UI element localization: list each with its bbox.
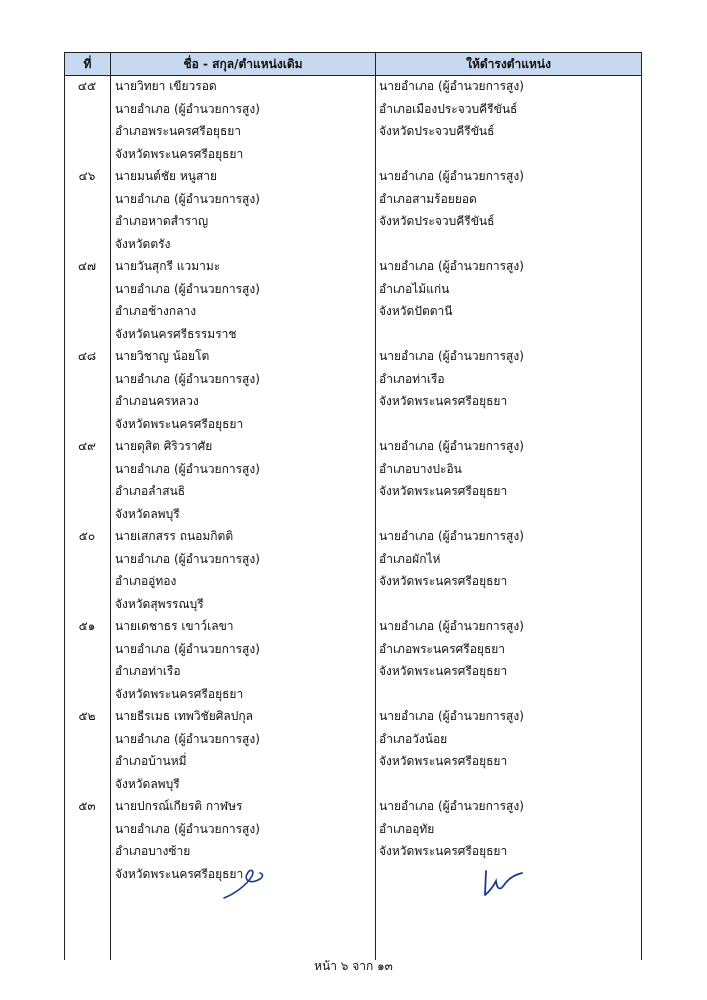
table-row [64, 525, 642, 615]
row-number: ๕๓ [78, 799, 96, 813]
old-position-cell [115, 345, 260, 435]
new-position-line: อำเภอบางปะอิน [379, 461, 462, 476]
new-position-line: จังหวัดประจวบคีรีขันธ์ [379, 214, 495, 228]
header-no: ที่ [65, 53, 111, 75]
old-position-line: จังหวัดพระนครศรีอยุธยา [115, 416, 244, 431]
old-position-line: นายอำเภอ (ผู้อำนวยการสูง) [115, 101, 260, 116]
old-position-line: อำเภอบางซ้าย [115, 844, 191, 858]
old-position-line: อำเภอนครหลวง [115, 394, 199, 408]
new-position-cell [379, 255, 524, 323]
old-position-line: นายอำเภอ (ผู้อำนวยการสูง) [115, 191, 260, 206]
signature-left [220, 860, 270, 905]
new-position-line: นายอำเภอ (ผู้อำนวยการสูง) [379, 799, 524, 813]
new-position-line: นายอำเภอ (ผู้อำนวยการสูง) [379, 709, 524, 723]
new-position-line: นายอำเภอ (ผู้อำนวยการสูง) [379, 259, 524, 273]
old-position-line: อำเภอบ้านหมี่ [115, 754, 187, 768]
old-position-cell [115, 525, 260, 615]
row-number: ๔๙ [78, 439, 96, 453]
new-position-line: จังหวัดพระนครศรีอยุธยา [379, 844, 508, 858]
old-position-cell [115, 255, 260, 345]
new-position-cell [379, 705, 524, 773]
new-position-line: อำเภออุทัย [379, 821, 435, 836]
new-position-line: อำเภอผักไห่ [379, 551, 441, 566]
old-position-line: จังหวัดพระนครศรีอยุธยา [115, 686, 244, 701]
new-position-line: จังหวัดพระนครศรีอยุธยา [379, 664, 508, 678]
new-position-line: นายอำเภอ (ผู้อำนวยการสูง) [379, 619, 524, 633]
new-position-line: จังหวัดพระนครศรีอยุธยา [379, 754, 508, 768]
old-position-line: นายปกรณ์เกียรติ กาฬษร [115, 799, 243, 813]
signature-right [478, 865, 528, 900]
new-position-line: อำเภอวังน้อย [379, 731, 448, 746]
new-position-line: จังหวัดพระนครศรีอยุธยา [379, 484, 508, 498]
new-position-line: จังหวัดปัตตานี [379, 304, 453, 318]
new-position-line: อำเภอเมืองประจวบคีรีขันธ์ [379, 101, 518, 116]
new-position-line: อำเภอพระนครศรีอยุธยา [379, 641, 506, 656]
row-number: ๔๕ [77, 79, 97, 93]
old-position-line: อำเภอช้างกลาง [115, 304, 197, 318]
new-position-line: อำเภอสามร้อยยอด [379, 191, 477, 206]
row-number: ๕๑ [78, 619, 96, 633]
table-row [64, 615, 642, 705]
new-position-line: นายอำเภอ (ผู้อำนวยการสูง) [379, 349, 524, 363]
old-position-line: จังหวัดพระนครศรีอยุธยา [115, 146, 244, 161]
old-position-line: อำเภอลำสนธิ [115, 484, 186, 498]
table-row [64, 705, 642, 795]
old-position-line: จังหวัดสุพรรณบุรี [115, 596, 204, 611]
old-position-line: นายอำเภอ (ผู้อำนวยการสูง) [115, 371, 260, 386]
old-position-line: จังหวัดพระนครศรีอยุธยา [115, 866, 244, 881]
new-position-line: นายอำเภอ (ผู้อำนวยการสูง) [379, 79, 524, 93]
old-position-line: นายเดชาธร เขาว์เลขา [115, 619, 234, 633]
table-row [64, 75, 642, 165]
old-position-line: อำเภอท่าเรือ [115, 664, 181, 678]
row-number: ๔๖ [78, 169, 96, 183]
row-number: ๔๘ [77, 349, 97, 363]
old-position-line: อำเภอพระนครศรีอยุธยา [115, 124, 242, 138]
old-position-cell [115, 75, 260, 165]
table-row [64, 345, 642, 435]
new-position-line: นายอำเภอ (ผู้อำนวยการสูง) [379, 439, 524, 453]
table-row [64, 795, 642, 885]
old-position-cell [115, 165, 260, 255]
new-position-cell [379, 345, 524, 413]
old-position-cell [115, 435, 260, 525]
old-position-line: นายอำเภอ (ผู้อำนวยการสูง) [115, 281, 260, 296]
old-position-line: นายอำเภอ (ผู้อำนวยการสูง) [115, 731, 260, 746]
old-position-line: นายวิชาญ น้อยโต [115, 349, 210, 363]
table-row [64, 255, 642, 345]
new-position-cell [379, 615, 524, 683]
table-row [64, 435, 642, 525]
new-position-cell [379, 795, 524, 863]
old-position-line: นายวันสุกรี แวมามะ [115, 259, 221, 273]
old-position-line: จังหวัดลพบุรี [115, 776, 180, 791]
old-position-line: นายอำเภอ (ผู้อำนวยการสูง) [115, 551, 260, 566]
new-position-cell [379, 165, 524, 233]
new-position-line: นายอำเภอ (ผู้อำนวยการสูง) [379, 529, 524, 543]
old-position-line: นายอำเภอ (ผู้อำนวยการสูง) [115, 461, 260, 476]
new-position-cell [379, 435, 524, 503]
new-position-line: อำเภอท่าเรือ [379, 371, 445, 386]
old-position-line: จังหวัดลพบุรี [115, 506, 180, 521]
new-position-cell [379, 75, 524, 143]
old-position-line: นายดุสิต ศิริวราศัย [115, 439, 213, 453]
header-new-position: ให้ดำรงตำแหน่ง [466, 57, 551, 71]
new-position-line: นายอำเภอ (ผู้อำนวยการสูง) [379, 169, 524, 183]
old-position-line: จังหวัดตรัง [115, 236, 171, 251]
row-number: ๕๒ [78, 709, 96, 723]
new-position-line: อำเภอไม้แก่น [379, 281, 450, 296]
old-position-cell [115, 705, 260, 795]
page-number: หน้า ๖ จาก ๑๓ [314, 959, 393, 973]
row-number: ๕๐ [78, 529, 96, 543]
old-position-line: นายมนต์ชัย หนูสาย [115, 169, 218, 183]
table-header-row [64, 52, 642, 76]
old-position-line: อำเภออู่ทอง [115, 574, 177, 588]
new-position-line: จังหวัดพระนครศรีอยุธยา [379, 394, 508, 408]
old-position-cell [115, 615, 260, 705]
table-body [64, 75, 642, 885]
new-position-line: จังหวัดพระนครศรีอยุธยา [379, 574, 508, 588]
old-position-line: อำเภอหาดสำราญ [115, 214, 209, 228]
old-position-line: นายอำเภอ (ผู้อำนวยการสูง) [115, 821, 260, 836]
old-position-line: นายอำเภอ (ผู้อำนวยการสูง) [115, 641, 260, 656]
new-position-line: จังหวัดประจวบคีรีขันธ์ [379, 124, 495, 138]
old-position-line: นายเสกสรร ถนอมกิตติ [115, 529, 234, 543]
old-position-line: จังหวัดนครศรีธรรมราช [115, 326, 237, 341]
row-number: ๔๗ [77, 259, 97, 273]
old-position-line: นายวิทยา เขียวรอด [115, 79, 217, 93]
old-position-line: นายธีรเมธ เทพวิชัยศิลปกุล [115, 709, 253, 723]
table-row [64, 165, 642, 255]
header-old-position: ชื่อ - สกุล/ตำแหน่งเดิม [111, 53, 376, 75]
new-position-cell [379, 525, 524, 593]
